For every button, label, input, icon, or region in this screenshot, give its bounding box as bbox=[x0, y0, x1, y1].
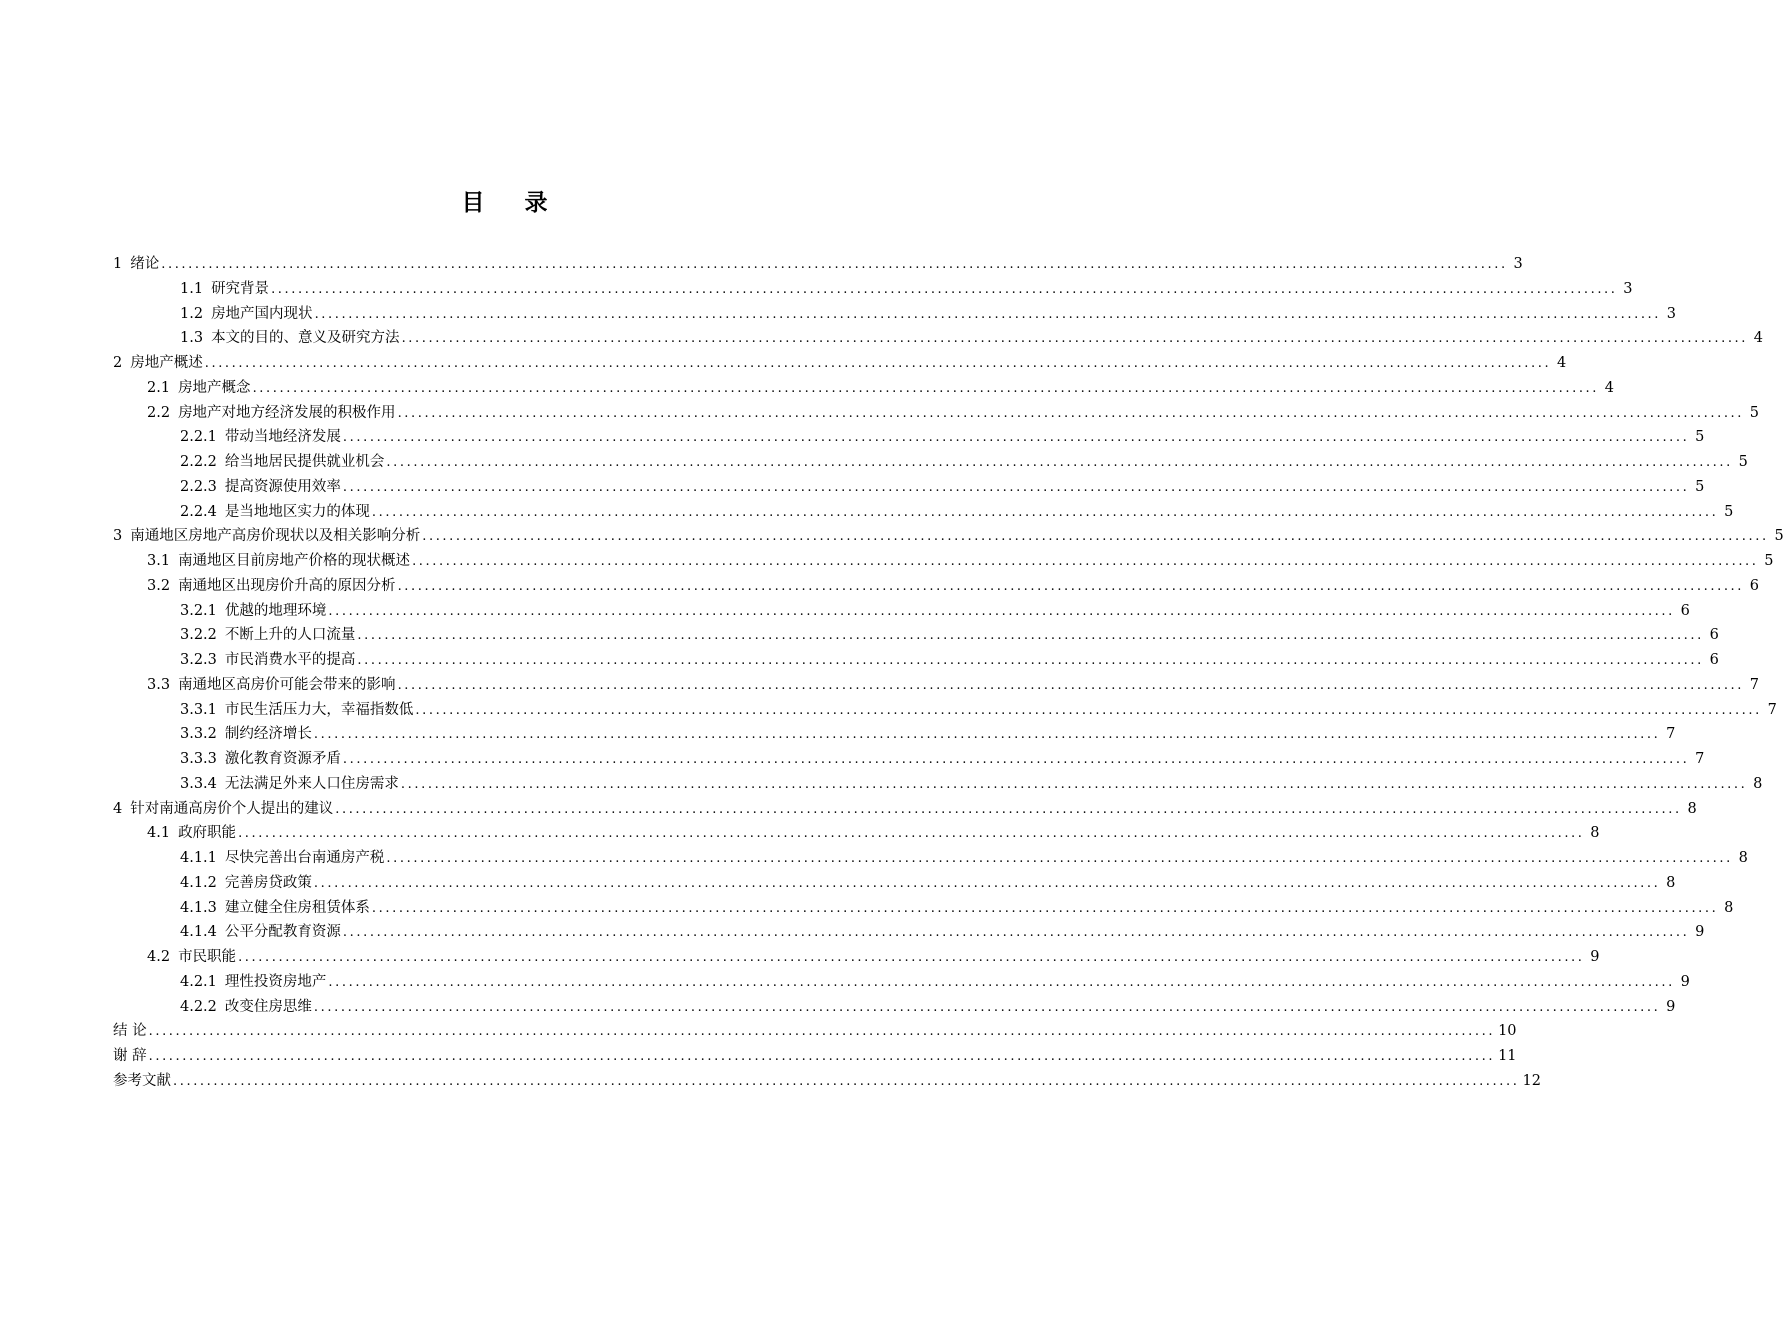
toc-dot-leader: ........................................................................................................................................................................................................ bbox=[335, 801, 1682, 817]
toc-dot-leader: ........................................................................................................................................................................................................ bbox=[371, 504, 1719, 520]
toc-entry[interactable] bbox=[113, 524, 1784, 549]
toc-entry-title: 南通地区出现房价升高的原因分析 bbox=[178, 577, 396, 594]
toc-entry-number: 3 bbox=[113, 528, 123, 545]
toc-entry-title: 激化教育资源矛盾 bbox=[224, 751, 341, 767]
toc-entry-title: 政府职能 bbox=[178, 825, 237, 842]
toc-entry-page-number: 4 bbox=[1753, 330, 1764, 347]
toc-entry-page-number: 9 bbox=[1695, 924, 1705, 941]
toc-dot-leader: ........................................................................................................................................................................................................ bbox=[357, 653, 1704, 668]
toc-entry-page-number: 7 bbox=[1695, 751, 1705, 767]
toc-entry[interactable] bbox=[113, 722, 1676, 747]
toc-dot-leader: ........................................................................................................................................................................................................ bbox=[412, 554, 1759, 569]
toc-entry-page-number: 5 bbox=[1695, 478, 1705, 495]
toc-dot-leader: ........................................................................................................................................................................................................ bbox=[415, 702, 1762, 718]
toc-entry[interactable] bbox=[113, 351, 1567, 376]
toc-entry-page-number: 9 bbox=[1590, 949, 1600, 965]
toc-entry-number: 3.2 bbox=[147, 577, 171, 594]
toc-entry[interactable] bbox=[113, 797, 1697, 822]
toc-entry-title: 绪论 bbox=[130, 256, 160, 272]
toc-entry-number: 3.2.2 bbox=[180, 627, 217, 644]
toc-entry-number: 4.2.2 bbox=[180, 998, 217, 1015]
toc-entry-title: 完善房贷政策 bbox=[224, 874, 312, 891]
toc-dot-leader: ........................................................................................................................................................................................................ bbox=[313, 727, 1661, 743]
toc-entry-number: 4.1.4 bbox=[180, 924, 217, 941]
toc-entry-number: 2 bbox=[113, 355, 123, 371]
toc-entry[interactable] bbox=[113, 945, 1600, 970]
toc-entry-title: 研究背景 bbox=[211, 280, 270, 297]
toc-entry-page-number: 5 bbox=[1738, 454, 1748, 470]
toc-dot-leader: ........................................................................................................................................................................................................ bbox=[397, 578, 1745, 594]
toc-dot-leader: ........................................................................................................................................................................................................ bbox=[314, 306, 1662, 322]
toc-entry-title: 房地产概念 bbox=[178, 379, 251, 396]
toc-dot-leader: ........................................................................................................................................................................................................ bbox=[386, 851, 1733, 866]
toc-entry-page-number: 8 bbox=[1590, 825, 1600, 842]
toc-title: 目 录 bbox=[461, 190, 564, 216]
toc-entry[interactable] bbox=[113, 772, 1763, 797]
toc-dot-leader: ........................................................................................................................................................................................................ bbox=[313, 999, 1661, 1015]
toc-entry-number: 3.1 bbox=[147, 553, 171, 569]
toc-entry-page-number: 6 bbox=[1749, 577, 1760, 594]
toc-entry-title: 市民生活压力大，幸福指数低 bbox=[224, 701, 414, 718]
toc-entry[interactable] bbox=[113, 846, 1748, 871]
toc-entry-page-number: 5 bbox=[1749, 404, 1760, 421]
toc-entry-number: 3.3.1 bbox=[180, 701, 217, 718]
toc-entry-title: 无法满足外来人口住房需求 bbox=[224, 775, 399, 792]
toc-entry-title: 是当地地区实力的体现 bbox=[224, 503, 370, 520]
toc-entry[interactable] bbox=[113, 475, 1705, 500]
toc-entry-number: 1.1 bbox=[180, 280, 204, 297]
toc-entry-title: 结 论 bbox=[113, 1023, 147, 1040]
toc-entry[interactable] bbox=[113, 500, 1734, 525]
toc-entry[interactable] bbox=[113, 326, 1764, 351]
toc-entry[interactable] bbox=[113, 277, 1633, 302]
toc-list bbox=[113, 252, 1784, 1094]
toc-entry[interactable] bbox=[113, 574, 1760, 599]
toc-entry[interactable] bbox=[113, 376, 1615, 401]
toc-entry[interactable] bbox=[113, 302, 1677, 327]
toc-entry-number: 2.2.3 bbox=[180, 478, 217, 495]
toc-entry-number: 2.1 bbox=[147, 379, 171, 396]
toc-entry-page-number: 7 bbox=[1767, 701, 1777, 718]
toc-dot-leader: ........................................................................................................................................................................................................ bbox=[342, 430, 1690, 446]
toc-entry-number: 3.3.3 bbox=[180, 751, 217, 767]
toc-entry-number: 4.1.3 bbox=[180, 899, 217, 916]
toc-dot-leader: ........................................................................................................................................................................................................ bbox=[252, 380, 1600, 396]
toc-entry-page-number: 8 bbox=[1738, 850, 1748, 866]
toc-entry-page-number: 5 bbox=[1774, 528, 1784, 545]
toc-entry-page-number: 7 bbox=[1749, 676, 1760, 693]
toc-entry-number: 3.3.4 bbox=[180, 775, 217, 792]
toc-entry-number: 4.1 bbox=[147, 825, 171, 842]
toc-entry-title: 针对南通高房价个人提出的建议 bbox=[130, 800, 334, 817]
toc-entry-number: 2.2.2 bbox=[180, 454, 217, 470]
toc-entry-page-number: 11 bbox=[1498, 1048, 1517, 1064]
toc-entry-title: 尽快完善出台南通房产税 bbox=[224, 850, 385, 866]
toc-dot-leader: ........................................................................................................................................................................................................ bbox=[342, 479, 1690, 495]
toc-entry[interactable] bbox=[113, 1069, 1541, 1094]
toc-entry-page-number: 10 bbox=[1498, 1023, 1517, 1040]
toc-entry-title: 改变住房思维 bbox=[224, 998, 312, 1015]
toc-entry-title: 南通地区高房价可能会带来的影响 bbox=[178, 676, 396, 693]
toc-entry-title: 市民职能 bbox=[178, 949, 237, 965]
toc-entry-number: 1.2 bbox=[180, 305, 204, 322]
toc-entry-number: 2.2 bbox=[147, 404, 171, 421]
toc-entry-page-number: 5 bbox=[1724, 503, 1734, 520]
toc-entry[interactable] bbox=[113, 648, 1719, 673]
toc-entry-title: 南通地区目前房地产价格的现状概述 bbox=[178, 553, 411, 569]
toc-dot-leader: ........................................................................................................................................................................................................ bbox=[271, 281, 1618, 297]
toc-entry-title: 房地产对地方经济发展的积极作用 bbox=[178, 404, 396, 421]
toc-dot-leader: ........................................................................................................................................................................................................ bbox=[148, 1049, 1496, 1064]
toc-dot-leader: ........................................................................................................................................................................................................ bbox=[397, 405, 1745, 421]
toc-dot-leader: ........................................................................................................................................................................................................ bbox=[422, 529, 1769, 545]
toc-entry-page-number: 4 bbox=[1604, 379, 1615, 396]
toc-entry-title: 带动当地经济发展 bbox=[224, 429, 341, 446]
toc-dot-leader: ........................................................................................................................................................................................................ bbox=[328, 603, 1675, 619]
toc-entry-page-number: 12 bbox=[1522, 1072, 1541, 1089]
toc-dot-leader: ........................................................................................................................................................................................................ bbox=[371, 900, 1719, 916]
toc-entry-number: 4.1.2 bbox=[180, 874, 217, 891]
toc-entry-number: 3.2.1 bbox=[180, 602, 217, 619]
toc-entry-title: 房地产国内现状 bbox=[211, 305, 313, 322]
toc-entry-page-number: 8 bbox=[1724, 899, 1734, 916]
toc-entry-number: 2.2.1 bbox=[180, 429, 217, 446]
toc-dot-leader: ........................................................................................................................................................................................................ bbox=[173, 1073, 1520, 1089]
toc-entry[interactable] bbox=[113, 1044, 1517, 1069]
toc-dot-leader: ........................................................................................................................................................................................................ bbox=[204, 356, 1552, 371]
toc-entry[interactable] bbox=[113, 425, 1705, 450]
toc-entry-title: 谢 辞 bbox=[113, 1048, 147, 1064]
toc-dot-leader: ........................................................................................................................................................................................................ bbox=[357, 628, 1704, 644]
toc-entry-number: 1 bbox=[113, 256, 123, 272]
toc-entry-title: 参考文献 bbox=[113, 1072, 171, 1089]
toc-dot-leader: ........................................................................................................................................................................................................ bbox=[238, 826, 1585, 842]
toc-entry-page-number: 6 bbox=[1709, 627, 1719, 644]
toc-entry-title: 不断上升的人口流量 bbox=[224, 627, 356, 644]
toc-entry-number: 4.2.1 bbox=[180, 973, 217, 990]
toc-dot-leader: ........................................................................................................................................................................................................ bbox=[328, 974, 1675, 990]
toc-entry[interactable] bbox=[113, 549, 1774, 574]
toc-entry-number: 2.2.4 bbox=[180, 503, 217, 520]
toc-entry-page-number: 7 bbox=[1666, 726, 1676, 743]
toc-dot-leader: ........................................................................................................................................................................................................ bbox=[313, 875, 1661, 891]
toc-entry[interactable] bbox=[113, 401, 1760, 426]
toc-entry-title: 南通地区房地产高房价现状以及相关影响分析 bbox=[130, 528, 421, 545]
toc-entry-page-number: 4 bbox=[1556, 355, 1567, 371]
toc-entry[interactable] bbox=[113, 450, 1748, 475]
toc-entry-number: 3.3.2 bbox=[180, 726, 217, 743]
toc-entry[interactable] bbox=[113, 821, 1600, 846]
toc-dot-leader: ........................................................................................................................................................................................................ bbox=[397, 677, 1745, 693]
toc-entry-number: 4 bbox=[113, 800, 123, 817]
toc-entry[interactable] bbox=[113, 623, 1719, 648]
toc-entry-page-number: 8 bbox=[1666, 874, 1676, 891]
toc-dot-leader: ........................................................................................................................................................................................................ bbox=[342, 925, 1690, 941]
toc-entry-page-number: 8 bbox=[1753, 775, 1763, 792]
toc-dot-leader: ........................................................................................................................................................................................................ bbox=[386, 455, 1733, 470]
toc-entry-page-number: 6 bbox=[1709, 652, 1719, 668]
toc-entry-page-number: 8 bbox=[1687, 800, 1697, 817]
toc-entry[interactable] bbox=[113, 252, 1523, 277]
toc-entry-title: 本文的目的、意义及研究方法 bbox=[211, 330, 400, 347]
toc-entry-title: 优越的地理环境 bbox=[224, 602, 327, 619]
toc-entry-page-number: 3 bbox=[1513, 256, 1523, 272]
toc-dot-leader: ........................................................................................................................................................................................................ bbox=[161, 257, 1508, 272]
toc-entry[interactable] bbox=[113, 599, 1690, 624]
toc-entry[interactable] bbox=[113, 673, 1760, 698]
toc-dot-leader: ........................................................................................................................................................................................................ bbox=[342, 752, 1690, 767]
toc-entry-page-number: 9 bbox=[1666, 998, 1676, 1015]
toc-entry-page-number: 5 bbox=[1695, 429, 1705, 446]
toc-entry-title: 制约经济增长 bbox=[224, 726, 312, 743]
toc-entry-number: 3.2.3 bbox=[180, 652, 217, 668]
toc-dot-leader: ........................................................................................................................................................................................................ bbox=[400, 776, 1748, 792]
toc-entry-number: 4.2 bbox=[147, 949, 171, 965]
toc-entry[interactable] bbox=[113, 995, 1676, 1020]
toc-entry-title: 提高资源使用效率 bbox=[224, 478, 341, 495]
toc-dot-leader: ........................................................................................................................................................................................................ bbox=[401, 331, 1749, 347]
toc-entry[interactable] bbox=[113, 896, 1734, 921]
toc-entry-title: 市民消费水平的提高 bbox=[224, 652, 356, 668]
toc-entry[interactable] bbox=[113, 970, 1690, 995]
toc-entry-number: 4.1.1 bbox=[180, 850, 217, 866]
toc-entry-page-number: 9 bbox=[1680, 973, 1690, 990]
toc-entry-title: 公平分配教育资源 bbox=[224, 924, 341, 941]
toc-entry[interactable] bbox=[113, 920, 1705, 945]
toc-entry-page-number: 3 bbox=[1623, 280, 1633, 297]
toc-entry-title: 建立健全住房租赁体系 bbox=[224, 899, 370, 916]
toc-entry-title: 房地产概述 bbox=[130, 355, 203, 371]
toc-entry-title: 理性投资房地产 bbox=[224, 973, 327, 990]
toc-entry-page-number: 6 bbox=[1680, 602, 1690, 619]
toc-entry-page-number: 5 bbox=[1764, 553, 1774, 569]
toc-entry-number: 3.3 bbox=[147, 676, 171, 693]
toc-entry-page-number: 3 bbox=[1666, 305, 1677, 322]
toc-entry[interactable] bbox=[113, 747, 1705, 772]
toc-entry[interactable] bbox=[113, 871, 1676, 896]
toc-entry-title: 给当地居民提供就业机会 bbox=[224, 454, 385, 470]
toc-dot-leader: ........................................................................................................................................................................................................ bbox=[238, 950, 1585, 965]
toc-entry[interactable] bbox=[113, 1019, 1517, 1044]
toc-dot-leader: ........................................................................................................................................................................................................ bbox=[148, 1024, 1496, 1040]
toc-entry[interactable] bbox=[113, 698, 1777, 723]
toc-entry-number: 1.3 bbox=[180, 330, 204, 347]
